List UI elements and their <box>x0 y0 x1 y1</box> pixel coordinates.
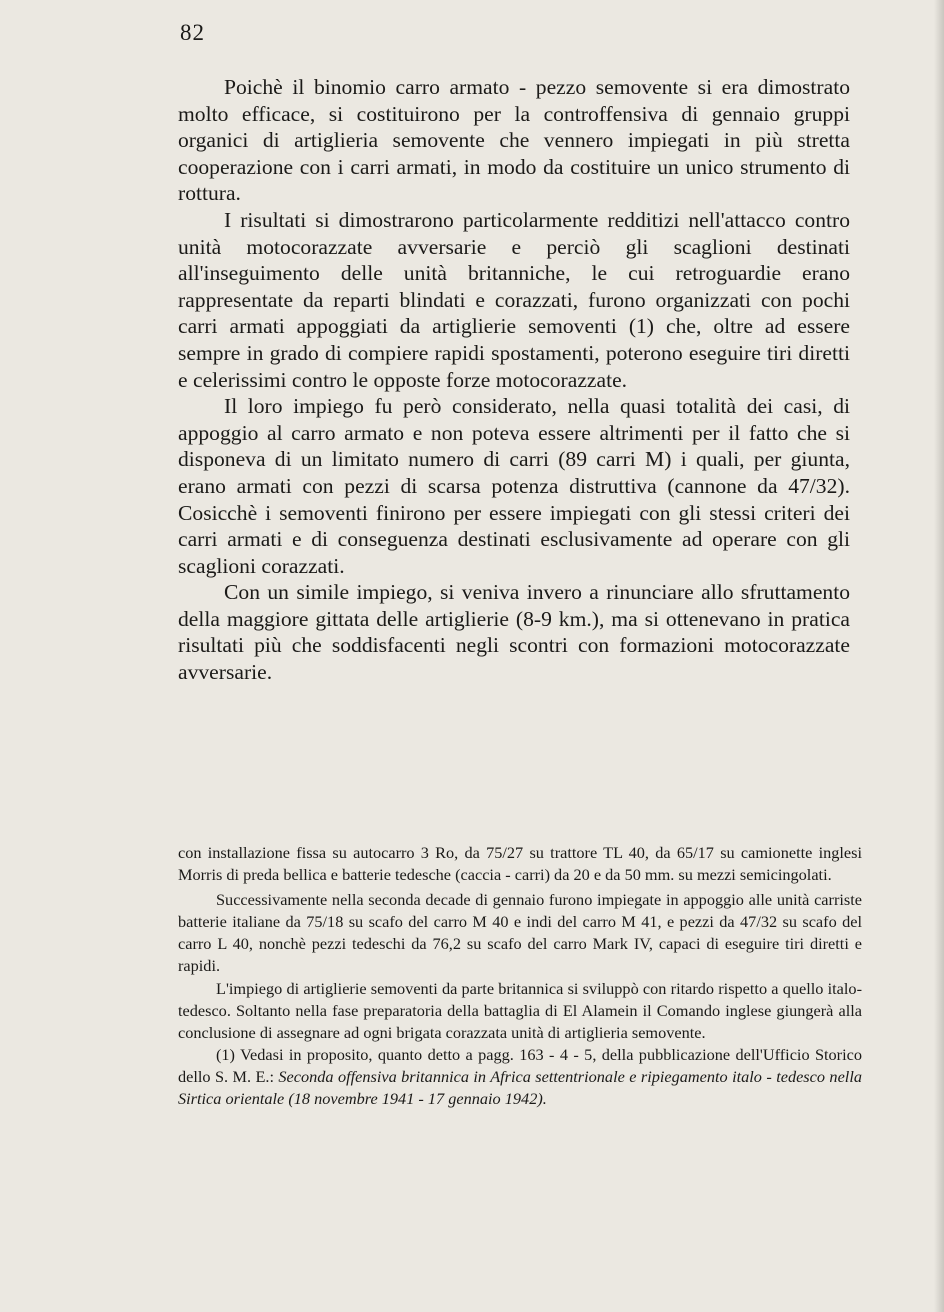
body-paragraph: I risultati si dimostrarono particolarmente redditizi nell'attacco contro unità motocorazzate avversarie e perciò gli scaglioni destinati all'inseguimento delle unità britanniche, le cui retroguardie erano rappresentate da reparti blindati e corazzati, furono organizzati con pochi carri armati appoggiati da artiglierie semoventi (1) che, oltre ad essere sempre in grado di compiere rapidi spostamenti, poterono eseguire tiri diretti e celerissimi contro le opposte forze motocorazzate. <box>178 207 850 392</box>
footnote-1 <box>178 1044 862 1110</box>
footnote-1-publication-title: Seconda offensiva britannica in Africa settentrionale e ripiegamento italo - tedesco nella Sirtica orientale (18 novembre 1941 - 17 gennaio 1942). <box>178 1066 862 1109</box>
page-number: 82 <box>180 20 205 45</box>
page-edge-shadow <box>934 0 944 1312</box>
footnote-paragraph: L'impiego di artiglierie semoventi da parte britannica si sviluppò con ritardo rispetto a quello italo-tedesco. Soltanto nella fase preparatoria della battaglia di El Alamein il Comando inglese giungerà alla conclusione di assegnare ad ogni brigata corazzata unità di artiglieria semovente. <box>178 978 862 1042</box>
body-paragraph: Con un simile impiego, si veniva invero a rinunciare allo sfruttamento della maggiore gittata delle artiglierie (8-9 km.), ma si ottenevano in pratica risultati più che soddisfacenti negli scontri con formazioni motocorazzate avversarie. <box>178 580 850 685</box>
footnotes <box>178 842 862 1110</box>
footnote-continuation: con installazione fissa su autocarro 3 Ro, da 75/27 su trattore TL 40, da 65/17 su camionette inglesi Morris di preda bellica e batterie tedesche (caccia - carri) da 20 e da 50 mm. su mezzi semicingolati. <box>178 843 862 885</box>
footnote-paragraph: Successivamente nella seconda decade di gennaio furono impiegate in appoggio alle unità carriste batterie italiane da 75/18 su scafo del carro M 40 e indi del carro M 41, e pezzi da 47/32 su scafo del carro L 40, nonchè pezzi tedeschi da 76,2 su scafo del carro Mark IV, capaci di eseguire tiri diretti e rapidi. <box>178 890 862 976</box>
body-paragraph: Il loro impiego fu però considerato, nella quasi totalità dei casi, di appoggio al carro armato e non poteva essere altrimenti per il fatto che si disponeva di un limitato numero di carri (89 carri M) i quali, per giunta, erano armati con pezzi di scarsa potenza distruttiva (cannone da 47/32). Cosicchè i semoventi finirono per essere impiegati con gli stessi criteri dei carri armati e di conseguenza destinati esclusivamente ad operare con gli scaglioni corazzati. <box>178 394 850 578</box>
body-paragraph: Poichè il binomio carro armato - pezzo semovente si era dimostrato molto efficace, si costituirono per la controffensiva di gennaio gruppi organici di artiglieria semovente che vennero impiegati in più stretta cooperazione con i carri armati, in modo da costituire un unico strumento di rottura. <box>178 75 850 206</box>
footnote-1-text: (1) Vedasi in proposito, quanto detto a pagg. 163 - 4 - 5, della pubblicazione dell'Ufficio Storico dello S. M. E.: <box>178 1044 862 1086</box>
body-text <box>178 74 850 686</box>
